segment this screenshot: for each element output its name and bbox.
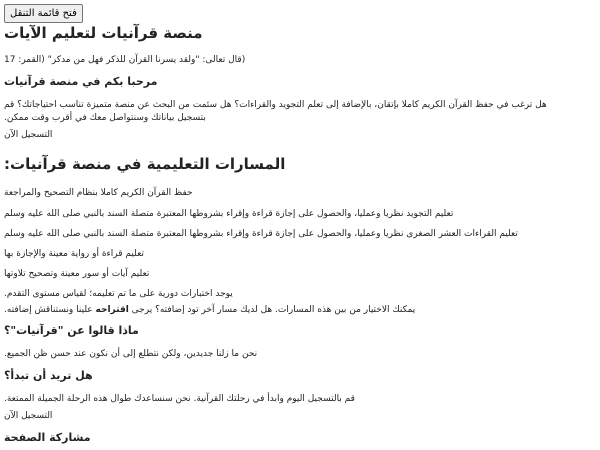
track-item: يوجد اختبارات دورية على ما تم تعليمه؛ لقياس مستوى التقدم.: [4, 289, 233, 299]
cta-heading: هل تريد أن تبدأ؟: [4, 369, 93, 382]
cta-text: قم بالتسجيل اليوم وابدأ في رحلتك القرآنية. نحن سنساعدك طوال هذه الرحلة الجميلة الممتعة.: [4, 394, 355, 404]
track-item: تعليم قراءة أو رواية معينة والإجازة بها: [4, 249, 144, 259]
page-title: منصة قرآنيات لتعليم الآيات: [4, 24, 203, 42]
testimonials-heading: ماذا قالوا عن "قرآنيات"؟: [4, 324, 139, 337]
tracks-heading: المسارات التعليمية في منصة قرآنيات:: [4, 155, 286, 173]
welcome-paragraph: [4, 99, 600, 125]
welcome-paragraph-line-2: بتسجيل بياناتك وسنتواصل معك في أقرب وقت ممكن.: [4, 113, 206, 123]
cta-register-now-link[interactable]: التسجيل الآن: [4, 411, 53, 421]
tracks-choice-note: يمكنك الاختيار من بين هذه المسارات. هل لديك مسار آخر تود إضافته؟ يرجى اقتراحه علينا ونستناقش إضافته.: [4, 305, 416, 315]
register-now-link[interactable]: التسجيل الآن: [4, 130, 53, 140]
share-page-heading: مشاركة الصفحة: [4, 431, 91, 444]
track-item: تعليم القراءات العشر الصغرى نظريا وعمليا، والحصول على إجازة قراءة وإقراء بشروطها المعتبرة متصلة السند بالنبي صلى الله عليه وسلم: [4, 229, 518, 239]
open-navigation-menu-button[interactable]: فتح قائمة التنقل: [4, 4, 83, 23]
welcome-heading: مرحبا بكم في منصة قرآنيات: [4, 75, 158, 88]
suggest-track-link[interactable]: اقتراحه: [95, 305, 129, 315]
track-item: حفظ القرآن الكريم كاملا بنظام التصحيح والمراجعة: [4, 188, 193, 198]
testimonial-quote: نحن ما زلنا جديدين، ولكن نتطلع إلى أن نكون عند حسن ظن الجميع.: [4, 349, 258, 359]
quran-verse: (قال تعالى: "ولقد يسرنا القرآن للذكر فهل من مدكر" (القمر: 17: [4, 55, 246, 65]
welcome-paragraph-line-1: هل ترغب في حفظ القرآن الكريم كاملا بإتقان، بالإضافة إلى تعلم التجويد والقراءات؟ هل سئمت من البحث عن منصة متميزة تناسب احتياجاتك؟ قم: [4, 100, 547, 110]
track-item: تعليم آيات أو سور معينة وتصحيح تلاوتها: [4, 269, 150, 279]
track-item: تعليم التجويد نظريا وعمليا، والحصول على إجازة قراءة وإقراء بشروطها المعتبرة متصلة السند بالنبي صلى الله عليه وسلم: [4, 209, 454, 219]
